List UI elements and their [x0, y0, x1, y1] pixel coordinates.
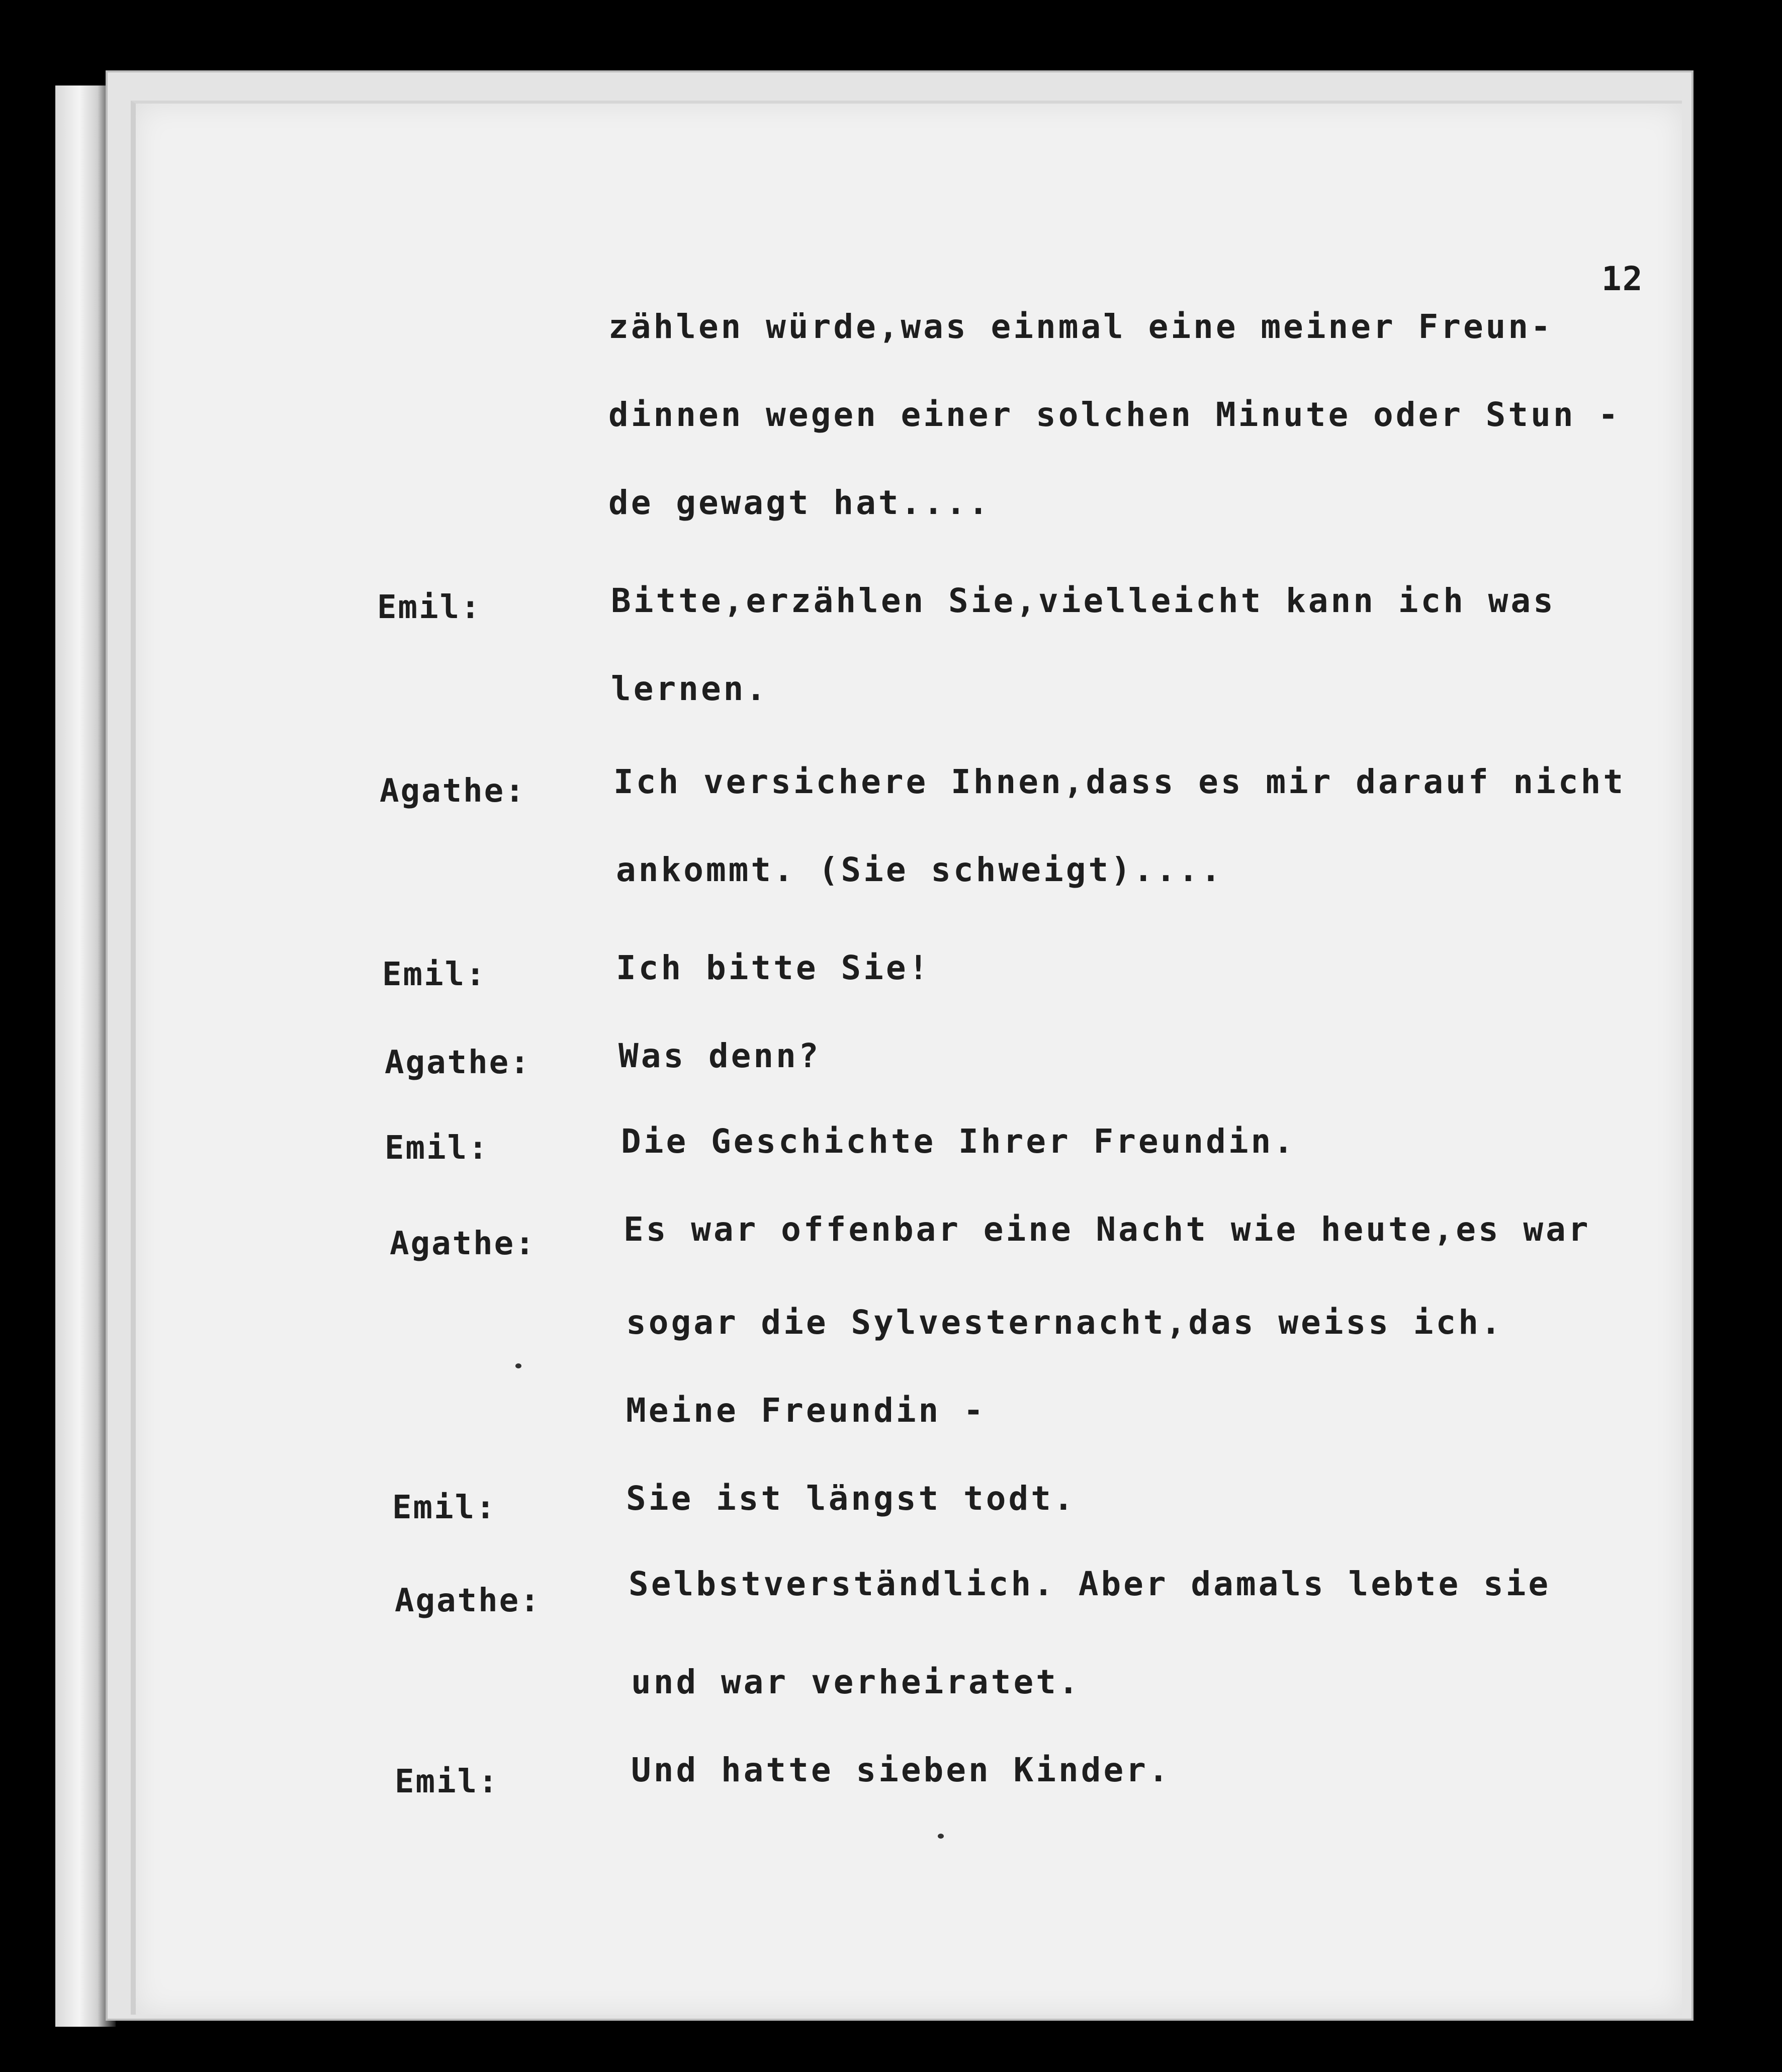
speaker-label: Emil:	[392, 1489, 497, 1526]
dialogue-line: Es war offenbar eine Nacht wie heute,es war	[623, 1210, 1591, 1249]
dialogue-line: Selbstverständlich. Aber damals lebte sie	[629, 1565, 1551, 1603]
speaker-label: Emil:	[385, 1130, 489, 1167]
dialogue-line: Meine Freundin -	[626, 1391, 986, 1430]
dialogue-line: lernen.	[611, 669, 769, 708]
typewritten-page	[131, 101, 1682, 2015]
dialogue-line: ankommt. (Sie schweigt)....	[616, 850, 1223, 889]
speaker-label: Agathe:	[380, 772, 526, 810]
dialogue-line: Die Geschichte Ihrer Freundin.	[621, 1122, 1296, 1161]
dialogue-line: Sie ist längst todt.	[626, 1479, 1076, 1518]
dialogue-line: und war verheiratet.	[631, 1663, 1081, 1701]
dialogue-line: Was denn?	[618, 1037, 821, 1075]
ink-speck	[515, 1363, 521, 1368]
dialogue-line: Bitte,erzählen Sie,vielleicht kann ich was	[611, 581, 1556, 620]
speaker-label: Agathe:	[395, 1582, 541, 1619]
dialogue-line: Ich bitte Sie!	[616, 948, 931, 987]
speaker-label: Emil:	[382, 956, 487, 993]
dialogue-line: de gewagt hat....	[608, 483, 991, 522]
dialogue-line: Und hatte sieben Kinder.	[631, 1751, 1171, 1789]
speaker-label: Agathe:	[390, 1225, 536, 1262]
dialogue-line: dinnen wegen einer solchen Minute oder Stun -	[608, 395, 1621, 434]
dialogue-line: Ich versichere Ihnen,dass es mir darauf nicht	[613, 762, 1626, 801]
dialogue-line: sogar die Sylvesternacht,das weiss ich.	[626, 1303, 1503, 1342]
speaker-label: Emil:	[395, 1763, 499, 1800]
speaker-label: Agathe:	[385, 1044, 531, 1081]
speaker-label: Emil:	[377, 589, 482, 626]
ink-speck	[938, 1834, 944, 1839]
dialogue-line: zählen würde,was einmal eine meiner Freun-	[608, 307, 1553, 346]
page-number: 12	[1601, 260, 1644, 298]
